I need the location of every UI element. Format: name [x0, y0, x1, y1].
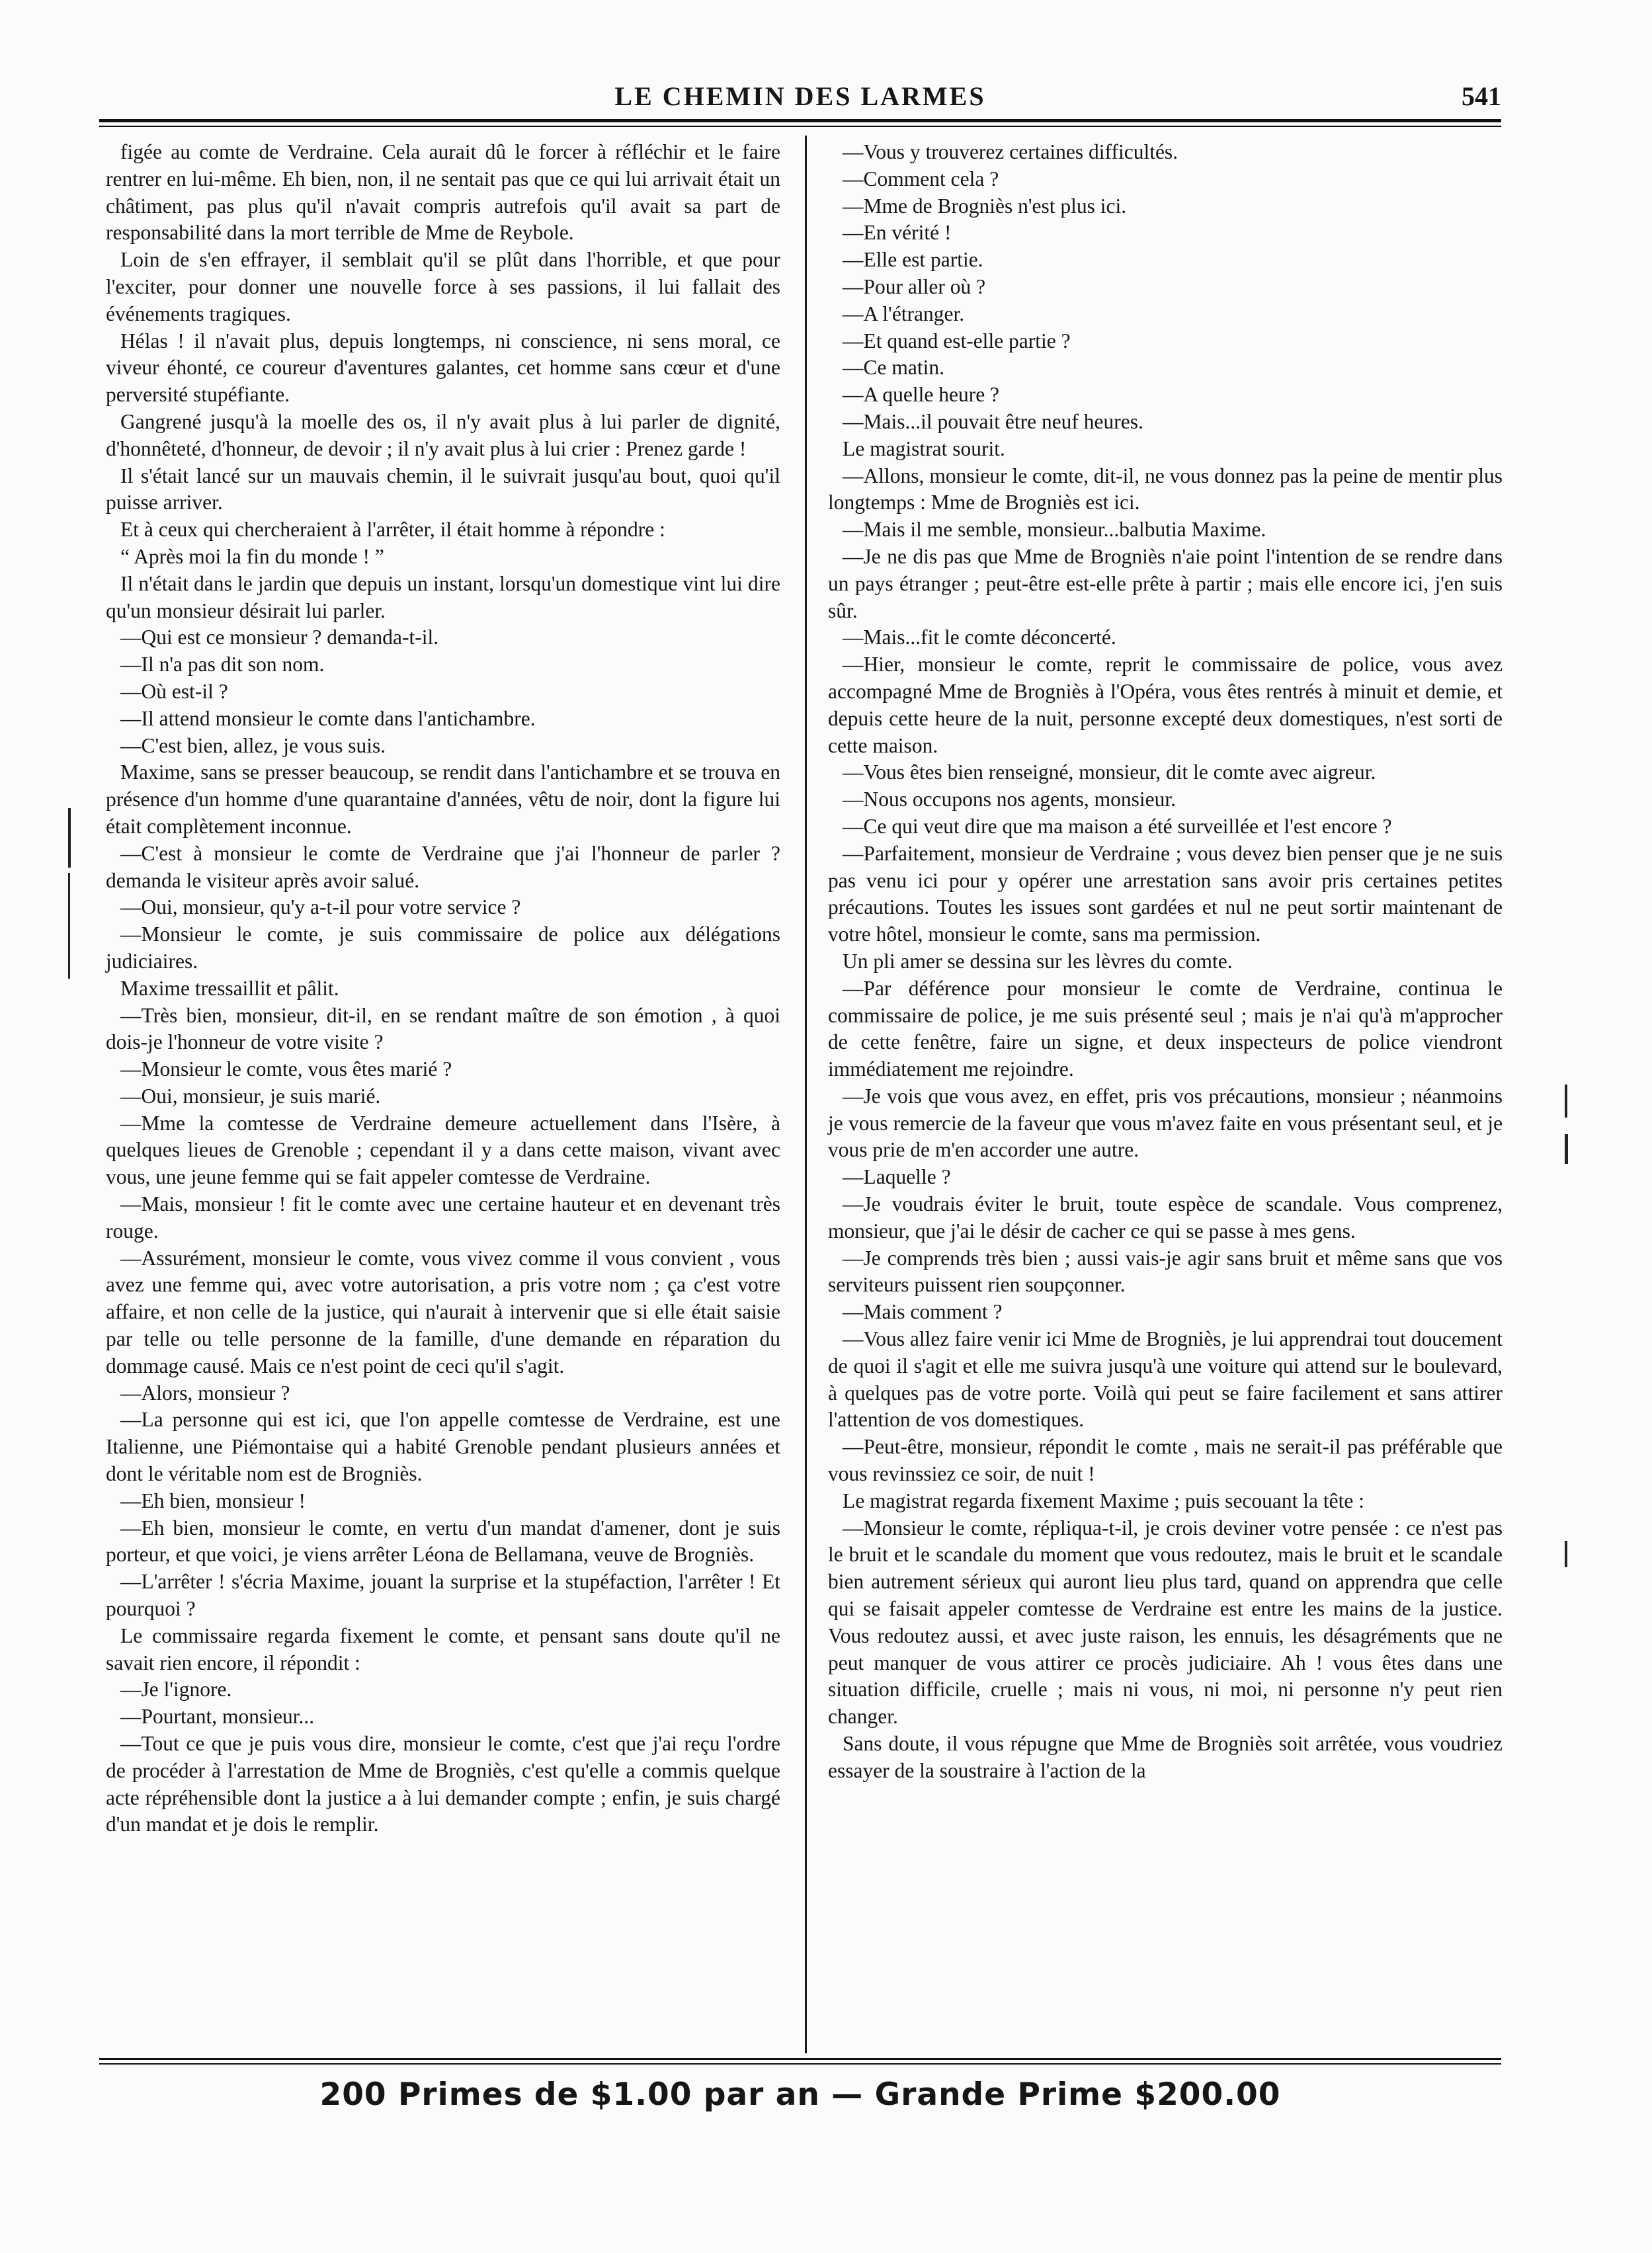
paragraph: —Mais...fit le comte déconcerté. — [843, 626, 1116, 649]
paragraph: —Où est-il ? — [120, 679, 228, 703]
paragraph: —Comment cela ? — [843, 167, 999, 190]
paragraph: —Je vois que vous avez, en effet, pris vos précautions, monsieur ; néanmoins je vous remercie de la faveur que vous m'avez faite en vous présentant seul, et je vous prie de m'en accorder une autre. — [828, 1084, 1503, 1162]
paragraph: —A l'étranger. — [843, 302, 965, 325]
margin-mark — [68, 873, 70, 979]
paragraph: —Eh bien, monsieur le comte, en vertu d'un mandat d'amener, dont je suis porteur, et que voici, je viens arrêter Léona de Bellamana, veuve de Brogniès. — [106, 1516, 780, 1567]
paragraph: —Monsieur le comte, je suis commissaire de police aux délégations judiciaires. — [106, 922, 780, 973]
paragraph: —Pour aller où ? — [843, 274, 986, 298]
paragraph: —Peut-être, monsieur, répondit le comte , mais ne serait-il pas préférable que vous revinssiez ce soir, de nuit ! — [828, 1435, 1503, 1486]
paragraph: —L'arrêter ! s'écria Maxime, jouant la surprise et la stupéfaction, l'arrêter ! Et pourquoi ? — [106, 1570, 780, 1621]
paragraph: Gangrené jusqu'à la moelle des os, il n'y avait plus à lui parler de dignité, d'honnêteté, d'honneur, de devoir ; il n'y avait plus à lui crier : Prenez garde ! — [106, 409, 780, 460]
paragraph: —Mais...il pouvait être neuf heures. — [843, 409, 1143, 433]
paragraph: —Alors, monsieur ? — [120, 1381, 290, 1405]
paragraph: Et à ceux qui chercheraient à l'arrêter, il était homme à répondre : — [120, 518, 665, 542]
paragraph: —Je voudrais éviter le bruit, toute espèce de scandale. Vous comprenez, monsieur, que j'ai le désir de cacher ce qui se passe à mes gens. — [828, 1192, 1503, 1243]
paragraph: Loin de s'en effrayer, il semblait qu'il se plût dans l'horrible, et que pour l'exciter, pour donner une nouvelle force à ses passions, il lui fallait des événements tragiques. — [106, 248, 780, 325]
margin-mark — [1565, 1541, 1567, 1567]
paragraph: —Je comprends très bien ; aussi vais-je agir sans bruit et même sans que vos serviteurs puissent rien soupçonner. — [828, 1246, 1503, 1297]
left-column — [106, 139, 780, 1838]
header-rule — [99, 119, 1501, 122]
paragraph: —Mme de Brogniès n'est plus ici. — [843, 194, 1127, 218]
paragraph: —Parfaitement, monsieur de Verdraine ; vous devez bien penser que je ne suis pas venu ici pour y opérer une arrestation sans avoir pris certaines petites précautions. Toutes les issues sont gardées et nul ne peut sortir maintenant de votre hôtel, monsieur le comte, sans ma permission. — [828, 841, 1503, 946]
paragraph: —En vérité ! — [843, 221, 952, 245]
paragraph: —Vous allez faire venir ici Mme de Brogniès, je lui apprendrai tout doucement de quoi il s'agit et elle me suivra jusqu'à une voiture qui attend sur le boulevard, à quelques pas de votre porte. Voilà qui peut se faire facilement et sans attirer l'attention de vos domestiques. — [828, 1327, 1503, 1432]
paragraph: —La personne qui est ici, que l'on appelle comtesse de Verdraine, est une Italienne, une Piémontaise qui a habité Grenoble pendant plusieurs années et dont le véritable nom est de Brogniès. — [106, 1408, 780, 1486]
paragraph: —Monsieur le comte, répliqua-t-il, je crois deviner votre pensée : ce n'est pas le bruit et le scandale du moment que vous redoutez, mais le bruit et le scandale bien autrement sérieux qui auront lieu plus tard, quand on apprendra que celle qui se faisait appeler comtesse de Verdraine est entre les mains de la justice. Vous redoutez aussi, et avec juste raison, les ennuis, les désagréments que ne peut manquer de vous attirer ce procès judiciaire. Ah ! vous êtes dans une situation difficile, cruelle ; mais ni vous, ni moi, ni personne n'y peut rien changer. — [828, 1516, 1503, 1729]
footer-rule — [99, 2058, 1501, 2060]
paragraph: Il s'était lancé sur un mauvais chemin, il le suivrait jusqu'au bout, quoi qu'il puisse arriver. — [106, 464, 780, 514]
paragraph: —Je ne dis pas que Mme de Brogniès n'aie point l'intention de se rendre dans un pays étranger ; peut-être est-elle prête à partir ; mais elle encore ici, j'en suis sûr. — [828, 544, 1503, 622]
paragraph: Il n'était dans le jardin que depuis un instant, lorsqu'un domestique vint lui dire qu'un monsieur désirait lui parler. — [106, 571, 780, 622]
margin-mark — [1565, 1085, 1567, 1118]
paragraph: —Monsieur le comte, vous êtes marié ? — [120, 1057, 452, 1081]
paragraph: Un pli amer se dessina sur les lèvres du comte. — [843, 949, 1233, 973]
paragraph: —A quelle heure ? — [843, 383, 1000, 407]
paragraph: —Ce matin. — [843, 356, 944, 380]
paragraph: —Il attend monsieur le comte dans l'antichambre. — [120, 706, 536, 730]
paragraph: —Elle est partie. — [843, 248, 983, 272]
paragraph: —Assurément, monsieur le comte, vous vivez comme il vous convient , vous avez une femme qui, avec votre autorisation, a pris votre nom ; ça c'est votre affaire, et non celle de la justice, qui n'aurait à intervenir que si elle était saisie par telle ou telle personne de la famille, d'une demande en réparation du dommage causé. Mais ce n'est point de ceci qu'il s'agit. — [106, 1246, 780, 1377]
page-header — [99, 73, 1501, 112]
paragraph: figée au comte de Verdraine. Cela aurait dû le forcer à réfléchir et le faire rentrer en lui-même. Eh bien, non, il ne sentait pas que ce qui lui arrivait était un châtiment, pas plus qu'il n'avait compris autrefois qu'il avait sa part de responsabilité dans la mort terrible de Mme de Reybole. — [106, 140, 780, 245]
margin-mark — [1565, 1134, 1568, 1164]
header-rule-thin — [99, 126, 1501, 127]
paragraph: Hélas ! il n'avait plus, depuis longtemps, ni conscience, ni sens moral, ce viveur éhonté, ce coureur d'aventures galantes, cet homme sans cœur et d'une perversité stupéfiante. — [106, 329, 780, 407]
paragraph: —Pourtant, monsieur... — [120, 1705, 315, 1729]
paragraph: Le commissaire regarda fixement le comte, et pensant sans doute qu'il ne savait rien encore, il répondit : — [106, 1623, 780, 1674]
paragraph: —Qui est ce monsieur ? demanda-t-il. — [120, 626, 439, 649]
right-column — [828, 139, 1503, 1785]
paragraph: —Laquelle ? — [843, 1165, 951, 1189]
paragraph: —Mme la comtesse de Verdraine demeure actuellement dans l'Isère, à quelques lieues de Grenoble ; cependant il y a dans cette maison, vivant avec vous, une jeune femme qui se fait appeler comtesse de Verdraine. — [106, 1111, 780, 1189]
paragraph: —Oui, monsieur, qu'y a-t-il pour votre service ? — [120, 895, 521, 919]
paragraph: “ Après moi la fin du monde ! ” — [120, 544, 384, 568]
paragraph: —Mais il me semble, monsieur...balbutia Maxime. — [843, 518, 1266, 542]
margin-mark — [68, 808, 71, 868]
paragraph: —Par déférence pour monsieur le comte de Verdraine, continua le commissaire de police, je me suis présenté seul ; mais je n'ai qu'à m'approcher de cette fenêtre, faire un signe, et deux inspecteurs de police viendront immédiatement me rejoindre. — [828, 976, 1503, 1081]
paragraph: —Oui, monsieur, je suis marié. — [120, 1084, 381, 1108]
paragraph: —Très bien, monsieur, dit-il, en se rendant maître de son émotion , à quoi dois-je l'honneur de votre visite ? — [106, 1003, 780, 1054]
paragraph: —Tout ce que je puis vous dire, monsieur le comte, c'est que j'ai reçu l'ordre de procéder à l'arrestation de Mme de Brogniès, c'est qu'elle a commis quelque acte répréhensible dont la justice a à lui demander compte ; enfin, je suis chargé d'un mandat et je dois le remplir. — [106, 1732, 780, 1836]
paragraph: Maxime tressaillit et pâlit. — [120, 976, 339, 1000]
paragraph: —Vous êtes bien renseigné, monsieur, dit le comte avec aigreur. — [843, 760, 1376, 784]
paragraph: —Hier, monsieur le comte, reprit le commissaire de police, vous avez accompagné Mme de Brogniès à l'Opéra, vous êtes rentrés à minuit et demie, et depuis cette heure de la nuit, personne excepté deux domestiques, n'est sorti de cette maison. — [828, 653, 1503, 757]
paragraph: —Et quand est-elle partie ? — [843, 329, 1071, 352]
paragraph: —Vous y trouverez certaines difficultés. — [843, 140, 1178, 163]
paragraph: —Mais, monsieur ! fit le comte avec une certaine hauteur et en devenant très rouge. — [106, 1192, 780, 1243]
paragraph: —C'est à monsieur le comte de Verdraine que j'ai l'honneur de parler ? demanda le visiteur après avoir salué. — [106, 841, 780, 892]
column-divider — [805, 136, 807, 2053]
paragraph: Le magistrat sourit. — [843, 436, 1005, 460]
paragraph: Maxime, sans se presser beaucoup, se rendit dans l'antichambre et se trouva en présence d'un homme d'une quarantaine d'années, vêtu de noir, dont la figure lui était complètement inconnue. — [106, 760, 780, 838]
paragraph: Sans doute, il vous répugne que Mme de Brogniès soit arrêtée, vous voudriez essayer de la soustraire à l'action de la — [828, 1732, 1503, 1782]
paragraph: —Eh bien, monsieur ! — [120, 1489, 306, 1512]
footer-rule-thin — [99, 2063, 1501, 2065]
running-title: LE CHEMIN DES LARMES — [614, 81, 986, 111]
paragraph: Le magistrat regarda fixement Maxime ; puis secouant la tête : — [843, 1489, 1364, 1512]
footer-banner: 200 Primes de $1.00 par an — Grande Prime $200.00 — [319, 2076, 1281, 2113]
page-number: 541 — [1462, 81, 1501, 111]
paragraph: —Je l'ignore. — [120, 1678, 232, 1701]
paragraph: —Il n'a pas dit son nom. — [120, 653, 325, 676]
paragraph: —Mais comment ? — [843, 1300, 1003, 1324]
paragraph: —Ce qui veut dire que ma maison a été surveillée et l'est encore ? — [843, 814, 1392, 838]
paragraph: —Allons, monsieur le comte, dit-il, ne vous donnez pas la peine de mentir plus longtemps : Mme de Brogniès est ici. — [828, 464, 1503, 514]
paragraph: —C'est bien, allez, je vous suis. — [120, 733, 386, 757]
paragraph: —Nous occupons nos agents, monsieur. — [843, 788, 1176, 811]
